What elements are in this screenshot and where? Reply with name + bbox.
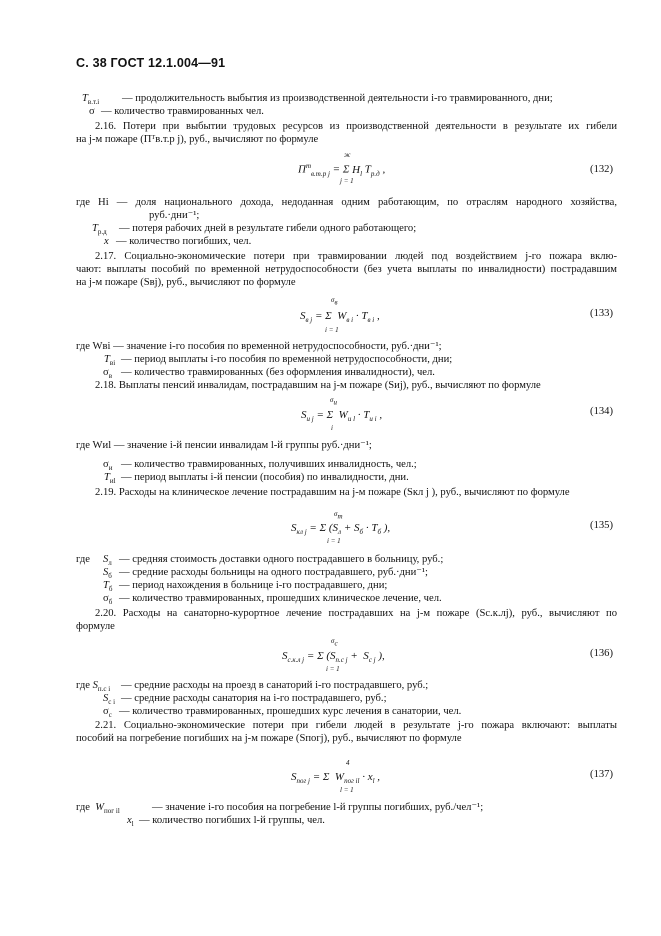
symbol: $S_{с i}$	[103, 693, 116, 707]
formula-limit: 4	[346, 759, 350, 767]
where-line: где Hi — доля национального дохода, недоданная одним работающим, по отраслям народного хозяйства,	[76, 197, 617, 208]
where-line: — средние расходы на проезд в санаторий i-го пострадавшего, руб.;	[121, 680, 429, 691]
symbol: $\sigma_и$	[103, 459, 113, 473]
where-line: — период выплаты i-го пособия по временной нетрудоспособности, дни;	[121, 354, 453, 365]
paragraph-2-17: 2.17. Социально-экономические потери при травмировании людей под воздействием j-го пожара вклю-	[95, 251, 617, 262]
where-line: — средние расходы санатория на i-го пострадавшего, руб.;	[121, 693, 387, 704]
symbol: $\sigma_б$	[103, 593, 113, 607]
where-line: — период нахождения в больнице i-го пострадавшего, дни;	[119, 580, 388, 591]
formula-limit: i = 1	[326, 665, 340, 673]
formula-136: $S_{с.к.л j} = \Sigma$ ($S_{п.с j} + S_{с j}$ ),	[282, 650, 385, 665]
where-line: — средняя стоимость доставки одного пострадавшего в больницу, руб.;	[119, 554, 444, 565]
where-line: где Wиl — значение i-й пенсии инвалидам l-й группы руб.·дни⁻¹;	[76, 440, 372, 451]
paragraph-2-17-cont: на j-м пожаре (Sвj), руб., вычисляют по формуле	[76, 277, 296, 288]
where-label: где $S_{п.с i}$	[76, 680, 111, 694]
paragraph-2-16: 2.16. Потери при выбытии трудовых ресурсов из производственной деятельности в результате их гибели	[95, 121, 617, 132]
where-label: где	[76, 554, 90, 565]
formula-135: $S_{кл j} = \Sigma$ ($S_л + S_б \cdot T_б$ ),	[291, 522, 391, 537]
paragraph-2-18: 2.18. Выплаты пенсий инвалидам, пострадавшим на j-м пожаре (Sиj), руб., вычисляют по формуле	[95, 380, 541, 391]
where-line: — средние расходы больницы на одного пострадавшего, руб.·дни⁻¹;	[119, 567, 428, 578]
where-line: — количество травмированных, прошедших клиническое лечение, чел.	[119, 593, 442, 604]
paragraph-2-21: 2.21. Социально-экономические потери при гибели людей в результате j-го пожара включают: выплаты	[95, 720, 617, 731]
def-line: — количество травмированных чел.	[101, 106, 264, 117]
symbol-tvti: $T_{в.т.i}$	[82, 93, 100, 107]
equation-number: (133)	[590, 308, 613, 319]
symbol: $T_{вi}$	[104, 354, 116, 368]
formula-132: $П^т_{в.т.р j} = \Sigma$ $H_l$ $T_{р.д}$ ,	[298, 162, 386, 178]
paragraph-2-16-cont: на j-м пожаре (Пᵀв.т.р j), руб., вычисляют по формуле	[76, 134, 319, 145]
page-header: С. 38 ГОСТ 12.1.004—91	[76, 56, 226, 70]
where-line: — количество травмированных, получивших инвалидность, чел.;	[121, 459, 417, 470]
formula-137: $S_{пог j} = \Sigma$ $W_{пог il} \cdot x_l$ ,	[291, 771, 381, 786]
equation-number: (132)	[590, 164, 613, 175]
where-line: — период выплаты i-й пенсии (пособия) по инвалидности, дни.	[121, 472, 409, 483]
where-line: — потеря рабочих дней в результате гибели одного работающего;	[119, 223, 417, 234]
symbol: $T_{р.д}$	[92, 223, 107, 237]
def-line: — продолжительность выбытия из производственной деятельности i-го травмированного, дни;	[122, 93, 553, 104]
where-line: — количество погибших, чел.	[116, 236, 252, 247]
formula-133: $S_{в j} = \Sigma$ $W_{в i} \cdot T_{в i}$ ,	[300, 310, 380, 325]
paragraph-2-20: 2.20. Расходы на санаторно-курортное лечение пострадавших на j-м пожаре (Sс.к.лj), руб., вычисляют по	[95, 608, 617, 619]
where-line: руб.·дни⁻¹;	[149, 210, 200, 221]
formula-134: $S_{и j} = \Sigma$ $W_{и l} \cdot T_{и i}$ ,	[301, 409, 383, 424]
formula-limit: i	[331, 424, 333, 432]
formula-limit: $\sigma_в$	[331, 296, 338, 307]
equation-number: (136)	[590, 648, 613, 659]
symbol-sigma: σ	[89, 106, 95, 117]
formula-limit: $\sigma_и$	[330, 396, 337, 407]
formula-limit: j = 1	[340, 177, 354, 185]
formula-limit: i = 1	[327, 537, 341, 545]
symbol: x	[104, 236, 109, 247]
formula-limit: ж	[344, 151, 351, 159]
symbol: $\sigma_с$	[103, 706, 112, 720]
symbol: $T_б$	[103, 580, 113, 594]
paragraph-2-17-cont: чают: выплаты пособий по временной нетрудоспособности (без учета выплаты по инвалидности) пострадавшим	[76, 264, 617, 275]
symbol: $S_л$	[103, 554, 112, 568]
formula-limit: $\sigma_с$	[331, 637, 338, 648]
symbol: $x_l$	[127, 815, 134, 829]
equation-number: (134)	[590, 406, 613, 417]
symbol: $T_{иl}$	[104, 472, 116, 486]
symbol: $\sigma_в$	[103, 367, 113, 381]
formula-limit: l = 1	[340, 786, 354, 794]
where-line: где Wвi — значение i-го пособия по временной нетрудоспособности, руб.·дни⁻¹;	[76, 341, 442, 352]
equation-number: (135)	[590, 520, 613, 531]
formula-limit: $\sigma_т$	[334, 510, 343, 521]
formula-limit: i = 1	[325, 326, 339, 334]
where-line: — значение i-го пособия на погребение l-й группы погибших, руб./чел⁻¹;	[152, 802, 484, 813]
where-line: — количество травмированных, прошедших курс лечения в санатории, чел.	[119, 706, 462, 717]
where-line: — количество погибших l-й группы, чел.	[139, 815, 325, 826]
equation-number: (137)	[590, 769, 613, 780]
symbol: $S_б$	[103, 567, 112, 581]
paragraph-2-19: 2.19. Расходы на клиническое лечение пострадавшим на j-м пожаре (Sкл j ), руб., вычисляют по формуле	[95, 487, 570, 498]
where-line: — количество травмированных (без оформления инвалидности), чел.	[121, 367, 435, 378]
paragraph-2-21-cont: пособий на погребение погибших на j-м пожаре (Sпогj), руб., вычисляют по формуле	[76, 733, 462, 744]
where-label: где $W_{пог il}$	[76, 802, 120, 816]
paragraph-2-20-cont: формуле	[76, 621, 115, 632]
